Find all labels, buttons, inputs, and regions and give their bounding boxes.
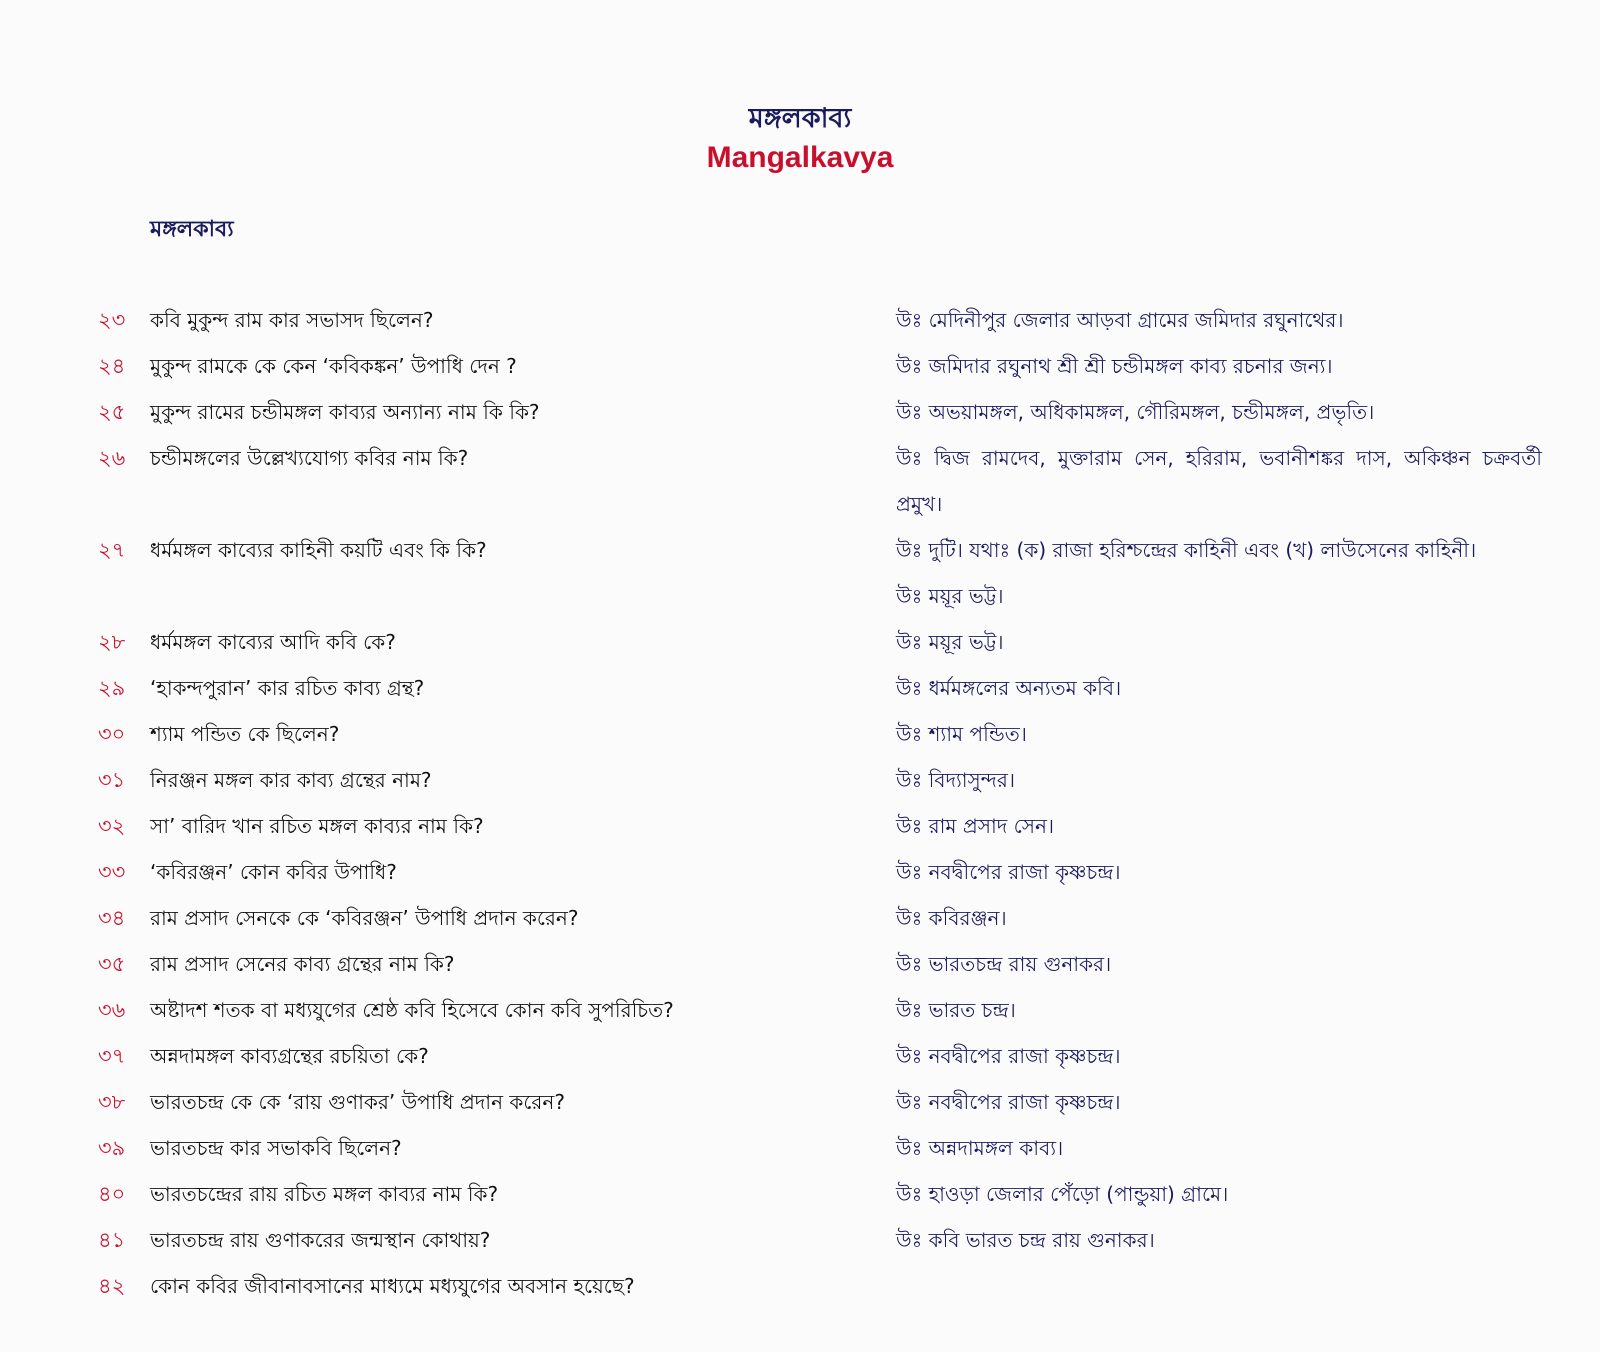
answer-text: উঃ মেদিনীপুর জেলার আড়বা গ্রামের জমিদার রঘুনাথের। <box>896 308 1344 332</box>
question-text: ভারতচন্দ্র কার সভাকবি ছিলেন? <box>150 1136 402 1160</box>
qa-row <box>0 389 1600 435</box>
answer-text: উঃ ময়ূর ভট্ট। <box>896 630 1004 654</box>
qa-row <box>0 1217 1600 1263</box>
question-number: ৪২ <box>98 1274 126 1298</box>
qa-row <box>0 665 1600 711</box>
question-number: ৩০ <box>98 722 126 746</box>
qa-row <box>0 711 1600 757</box>
question-text: সা’ বারিদ খান রচিত মঙ্গল কাব্যর নাম কি? <box>150 814 484 838</box>
section-title: মঙ্গলকাব্য <box>150 217 234 242</box>
question-number: ৩৮ <box>98 1090 126 1114</box>
qa-row <box>0 849 1600 895</box>
qa-row <box>0 1263 1600 1309</box>
answer-text: উঃ অন্নদামঙ্গল কাব্য। <box>896 1136 1064 1160</box>
question-number: ৩৬ <box>98 998 126 1022</box>
answer-text: উঃ হাওড়া জেলার পেঁড়ো (পান্ডুয়া) গ্রামে। <box>896 1182 1229 1206</box>
question-text: অষ্টাদশ শতক বা মধ্যযুগের শ্রেষ্ঠ কবি হিসেবে কোন কবি সুপরিচিত? <box>150 998 674 1022</box>
question-number: ৩৯ <box>98 1136 126 1160</box>
answer-line: উঃ দুটি। যথাঃ (ক) রাজা হরিশ্চন্দ্রের কাহিনী এবং (খ) লাউসেনের কাহিনী। <box>896 538 1477 562</box>
answer-text: উঃ কবিরঞ্জন। <box>896 906 1007 930</box>
answer-text: উঃ জমিদার রঘুনাথ শ্রী শ্রী চন্ডীমঙ্গল কাব্য রচনার জন্য। <box>896 354 1333 378</box>
qa-row <box>0 1033 1600 1079</box>
question-number: ৪০ <box>98 1182 126 1206</box>
question-number: ৩৩ <box>98 860 126 884</box>
question-number: ২৬ <box>98 446 126 470</box>
qa-row <box>0 757 1600 803</box>
question-text: রাম প্রসাদ সেনকে কে ‘কবিরঞ্জন’ উপাধি প্রদান করেন? <box>150 906 579 930</box>
qa-row <box>0 941 1600 987</box>
question-number: ২৪ <box>98 354 126 378</box>
answer-text: উঃ নবদ্বীপের রাজা কৃষ্ণচন্দ্র। <box>896 860 1121 884</box>
answer-text: উঃ নবদ্বীপের রাজা কৃষ্ণচন্দ্র। <box>896 1090 1121 1114</box>
question-number: ২৫ <box>98 400 126 424</box>
question-text: রাম প্রসাদ সেনের কাব্য গ্রন্থের নাম কি? <box>150 952 455 976</box>
question-number: ২৯ <box>98 676 126 700</box>
question-text: শ্যাম পন্ডিত কে ছিলেন? <box>150 722 340 746</box>
question-text: কবি মুকুন্দ রাম কার সভাসদ ছিলেন? <box>150 308 434 332</box>
question-number: ৩৪ <box>98 906 126 930</box>
answer-line-extra: উঃ ময়ূর ভট্ট। <box>896 584 1004 608</box>
qa-row <box>0 803 1600 849</box>
qa-row <box>0 1171 1600 1217</box>
question-number: ৩২ <box>98 814 126 838</box>
question-text: চন্ডীমঙ্গলের উল্লেখ্যযোগ্য কবির নাম কি? <box>150 446 469 470</box>
question-text: ভারতচন্দ্র রায় গুণাকরের জন্মস্থান কোথায়? <box>150 1228 491 1252</box>
answer-text: উঃ ভারতচন্দ্র রায় গুনাকর। <box>896 952 1112 976</box>
question-text: মুকুন্দ রামের চন্ডীমঙ্গল কাব্যর অন্যান্য নাম কি কি? <box>150 400 540 424</box>
question-text: কোন কবির জীবানাবসানের মাধ্যমে মধ্যযুগের অবসান হয়েছে? <box>150 1274 635 1298</box>
answer-text: উঃ শ্যাম পন্ডিত। <box>896 722 1027 746</box>
answer-text: উঃ রাম প্রসাদ সেন। <box>896 814 1055 838</box>
question-text: ধর্মমঙ্গল কাব্যের কাহিনী কয়টি এবং কি কি? <box>150 538 487 562</box>
question-text: ‘কবিরঞ্জন’ কোন কবির উপাধি? <box>150 860 397 884</box>
question-text: ভারতচন্দ্র কে কে ‘রায় গুণাকর’ উপাধি প্রদান করেন? <box>150 1090 565 1114</box>
qa-row <box>0 527 1600 619</box>
qa-row <box>0 619 1600 665</box>
answer-text: উঃ দ্বিজ রামদেব, মুক্তারাম সেন, হরিরাম, ভবানীশঙ্কর দাস, অকিঞ্চন চক্রবর্তী প্রমুখ। <box>896 446 1542 516</box>
qa-row <box>0 1079 1600 1125</box>
qa-list <box>0 297 1600 1309</box>
question-number: ৩৫ <box>98 952 126 976</box>
question-number: ২৭ <box>98 538 126 562</box>
question-text: নিরঞ্জন মঙ্গল কার কাব্য গ্রন্থের নাম? <box>150 768 432 792</box>
qa-row <box>0 1125 1600 1171</box>
question-number: ২৩ <box>98 308 126 332</box>
answer-text: উঃ কবি ভারত চন্দ্র রায় গুনাকর। <box>896 1228 1155 1252</box>
question-text: মুকুন্দ রামকে কে কেন ‘কবিকঙ্কন’ উপাধি দেন ? <box>150 354 517 378</box>
question-text: ধর্মমঙ্গল কাব্যের আদি কবি কে? <box>150 630 396 654</box>
answer-text: উঃ ভারত চন্দ্র। <box>896 998 1016 1022</box>
page-header <box>0 100 1600 178</box>
answer-text: উঃ নবদ্বীপের রাজা কৃষ্ণচন্দ্র। <box>896 1044 1121 1068</box>
page-title-english: Mangalkavya <box>706 141 894 174</box>
qa-row <box>0 435 1600 527</box>
qa-row <box>0 895 1600 941</box>
qa-row <box>0 297 1600 343</box>
qa-row <box>0 343 1600 389</box>
answer-text: উঃ বিদ্যাসুন্দর। <box>896 768 1015 792</box>
question-text: অন্নদামঙ্গল কাব্যগ্রন্থের রচয়িতা কে? <box>150 1044 429 1068</box>
question-number: ৩১ <box>98 768 126 792</box>
qa-row <box>0 987 1600 1033</box>
question-number: ২৮ <box>98 630 126 654</box>
question-number: ৩৭ <box>98 1044 126 1068</box>
answer-text: উঃ অভয়ামঙ্গল, অধিকামঙ্গল, গৌরিমঙ্গল, চন্ডীমঙ্গল, প্রভৃতি। <box>896 400 1375 424</box>
question-text: ভারতচন্দ্রের রায় রচিত মঙ্গল কাব্যর নাম কি? <box>150 1182 499 1206</box>
page-title-bengali: মঙ্গলকাব্য <box>748 103 852 134</box>
answer-text <box>896 527 1542 619</box>
question-text: ‘হাকন্দপুরান’ কার রচিত কাব্য গ্রন্থ? <box>150 676 425 700</box>
question-number: ৪১ <box>98 1228 126 1252</box>
answer-text: উঃ ধর্মমঙ্গলের অন্যতম কবি। <box>896 676 1122 700</box>
